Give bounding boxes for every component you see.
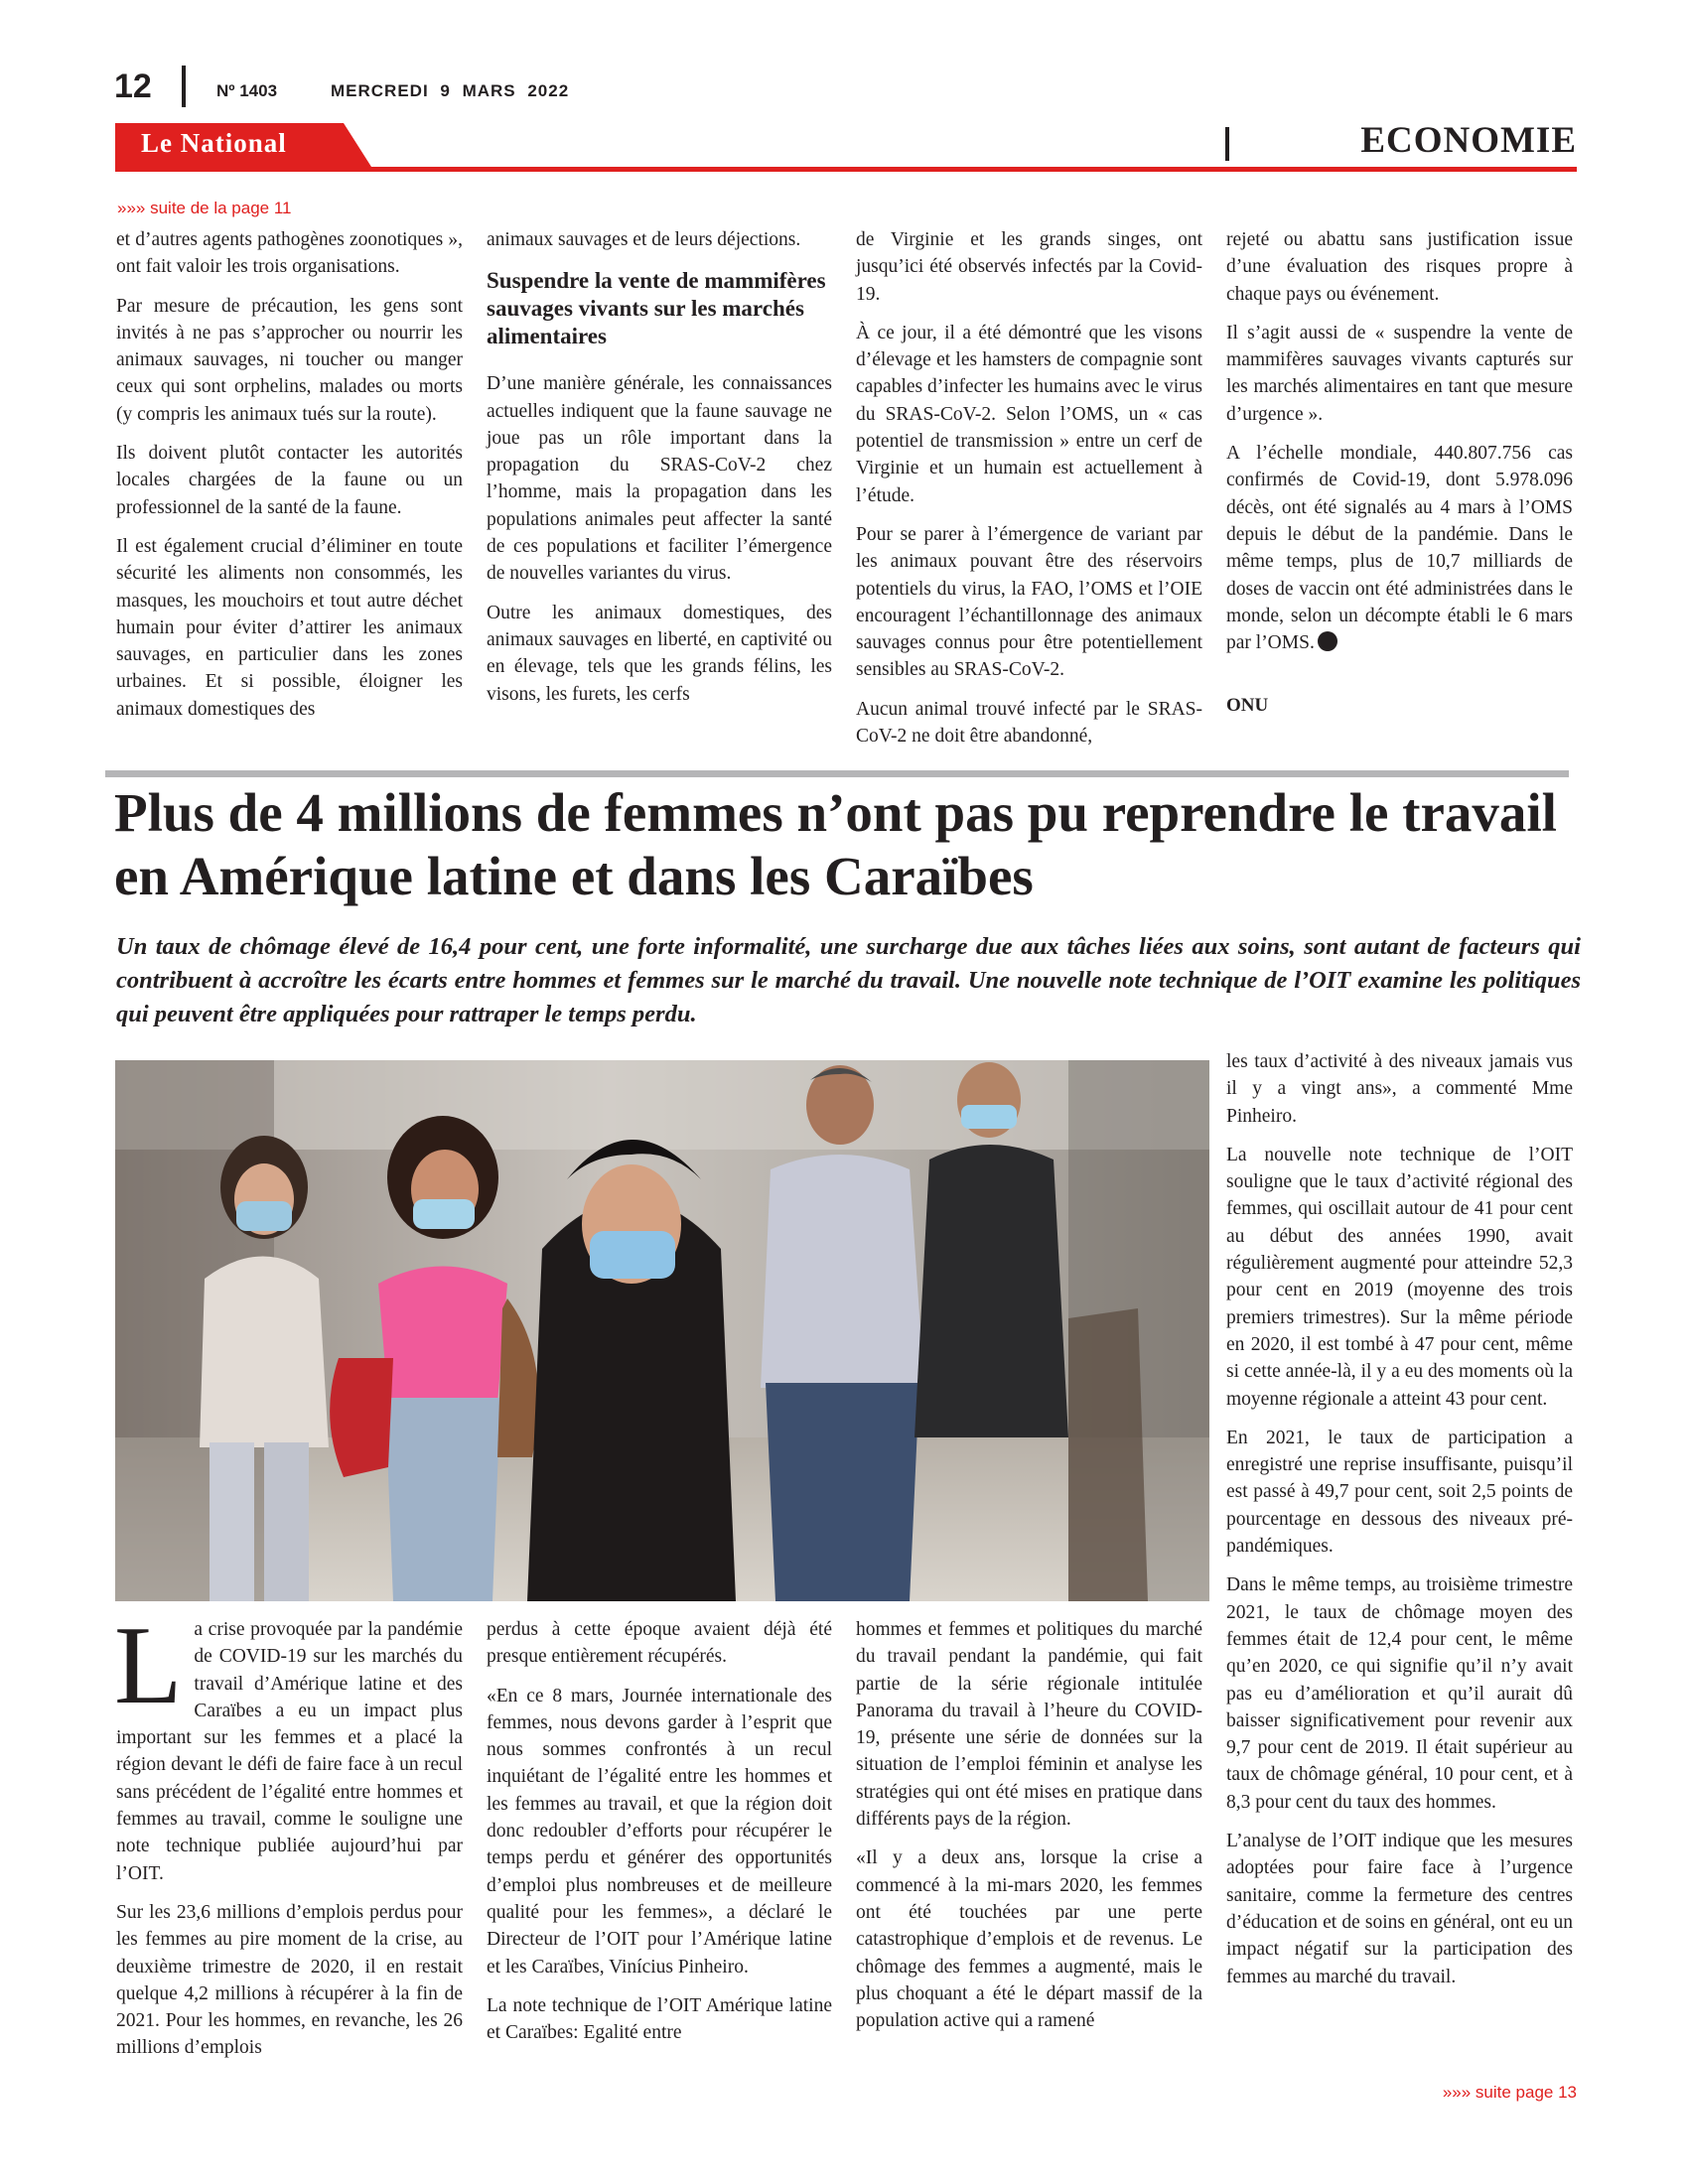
- paragraph: rejeté ou abattu sans justification issue d’une évaluation des risques propre à chaque pays ou événement.: [1226, 229, 1573, 305]
- top-article-column-3: [856, 226, 1202, 761]
- main-article-column-3: [856, 1616, 1202, 2046]
- issue-date: MERCREDI 9 MARS 2022: [331, 81, 570, 100]
- paragraph: animaux sauvages et de leurs déjections.: [487, 229, 801, 250]
- paragraph: Par mesure de précaution, les gens sont invités à ne pas s’approcher ou nourrir les animaux sauvages, ni toucher ou manger ceux qui sont orphelins, malades ou morts (y compris les animaux tués sur la route).: [116, 295, 463, 425]
- paragraph: L’analyse de l’OIT indique que les mesures adoptées pour faire face à l’urgence sanitaire, comme la fermeture des centres d’éducation et de soins en général, ont eu un impact négatif sur la participation des femmes au marché du travail.: [1226, 1831, 1573, 1987]
- paragraph: Il est également crucial d’éliminer en toute sécurité les aliments non consommés, les masques, les mouchoirs et tout autre déchet humain pour éviter d’attirer les animaux sauvages, en particulier dans les zones urbaines. Et si possible, éloigner les animaux domestiques des: [116, 535, 463, 720]
- section-divider: [1225, 127, 1229, 161]
- continued-to-link[interactable]: »»» suite page 13: [1442, 2083, 1577, 2102]
- drop-cap: L: [114, 1604, 183, 1727]
- paragraph: [1226, 440, 1573, 656]
- paragraph: perdus à cette époque avaient déjà été presque entièrement récupérés.: [487, 1619, 832, 1668]
- brand-name: Le National: [141, 128, 287, 158]
- paragraph: La note technique de l’OIT Amérique latine et Caraïbes: Egalité entre: [487, 1994, 832, 2044]
- article-photo: [115, 1060, 1209, 1601]
- paragraph: de Virginie et les grands singes, ont jusqu’ici été observés infectés par la Covid-19.: [856, 229, 1202, 305]
- paragraph: À ce jour, il a été démontré que les visons d’élevage et les hamsters de compagnie sont capables d’infecter les humains avec le virus du SRAS-CoV-2. Selon l’OMS, un « cas potentiel de transmission » entre un cerf de Virginie et un humain est actuellement à l’étude.: [856, 322, 1202, 506]
- paragraph: Ils doivent plutôt contacter les autorités locales chargées de la faune ou un professionnel de la santé de la faune.: [116, 443, 463, 518]
- top-article-column-4: [1226, 226, 1573, 732]
- standfirst: Un taux de chômage élevé de 16,4 pour cent, une forte informalité, une surcharge due aux tâches liées aux soins, sont autant de facteurs qui contribuent à accroître les écarts entre hommes et femmes sur le marché du travail. Une nouvelle note technique de l’OIT examine les politiques qui peuvent être appliquées pour rattraper le temps perdu.: [116, 933, 1581, 1027]
- paragraph: La nouvelle note technique de l’OIT souligne que le taux d’activité régional des femmes, qui oscillait autour de 41 pour cent au début des années 1990, avait régulièrement augmenté pour atteindre 52,3 pour cent en 2019 (moyenne des trois premiers trimestres). Sur la même période en 2020, il est tombé à 47 pour cent, même si cette année-là, il y a eu des moments où la moyenne régionale a atteint 43 pour cent.: [1226, 1144, 1573, 1410]
- paragraph: Sur les 23,6 millions d’emplois perdus pour les femmes au pire moment de la crise, au deuxième trimestre de 2020, il en restait quelque 4,2 millions à récupérer à la fin de 2021. Pour les hommes, en revanche, les 26 millions d’emplois: [116, 1901, 463, 2059]
- paragraph-text: a crise provoquée par la pandémie de COVID-19 sur les marchés du travail d’Amérique latine et des Caraïbes a eu un impact plus important sur les femmes et a placé la région devant le défi de faire face à un recul sans précédent de l’égalité entre hommes et femmes au travail, comme le souligne une note technique publiée aujourd’hui par l’OIT.: [116, 1619, 463, 1884]
- main-article-column-1: [114, 1604, 463, 2074]
- paragraph: En 2021, le taux de participation a enregistré une reprise insuffisante, puisqu’il est passé à 49,7 pour cent, soit 2,5 points de pourcentage en dessous des niveaux pré-pandémiques.: [1226, 1427, 1573, 1558]
- article-separator: [105, 770, 1569, 777]
- header-divider: [182, 66, 186, 107]
- section-title: ECONOMIE: [1360, 120, 1577, 161]
- paragraph: D’une manière générale, les connaissances actuelles indiquent que la faune sauvage ne joue pas un rôle important dans la propagation du SRAS-CoV-2 chez l’homme, mais la propagation dans les populations animales peut affecter la santé de ces populations et faciliter l’émergence de nouvelles variantes du virus.: [487, 373, 832, 585]
- paragraph-text: A l’échelle mondiale, 440.807.756 cas confirmés de Covid-19, dont 5.978.096 décès, ont été signalés au 4 mars à l’OMS depuis le début de la pandémie. Dans le même temps, plus de 10,7 milliards de doses de vaccin ont été administrées dans le monde, selon un décompte établi le 6 mars par l’OMS.: [1226, 443, 1573, 654]
- paragraph: «Il y a deux ans, lorsque la crise a commencé à la mi-mars 2020, les femmes ont été touchées par une perte catastrophique d’emplois et de revenus. Le chômage des femmes a augmenté, mais le plus choquant a été le départ massif de la population active qui a ramené: [856, 1847, 1202, 2032]
- byline: ONU: [1226, 695, 1269, 717]
- main-article-column-2: [487, 1616, 832, 2058]
- paragraph: Aucun animal trouvé infecté par le SRAS-CoV-2 ne doit être abandonné,: [856, 698, 1202, 748]
- paragraph: les taux d’activité à des niveaux jamais vus il y a vingt ans», a commenté Mme Pinheiro.: [1226, 1051, 1573, 1127]
- top-article-column-1: [116, 226, 463, 735]
- paragraph: hommes et femmes et politiques du marché du travail pendant la pandémie, qui fait partie de la série régionale intitulée Panorama du travail à l’heure du COVID-19, présente une série de données sur la situation de l’emploi féminin et analyse les stratégies qui ont été mises en pratique dans différents pays de la région.: [856, 1619, 1202, 1831]
- top-article-column-2: [487, 226, 832, 720]
- photo-illustration: [115, 1060, 1209, 1601]
- header-rule: [115, 167, 1577, 172]
- paragraph: «En ce 8 mars, Journée internationale des femmes, nous devons garder à l’esprit que nous sommes confrontés à un recul inquiétant de l’égalité entre les hommes et les femmes au travail, et que la région doit donc redoubler d’efforts pour récupérer le temps perdu et générer des opportunités d’emploi plus nombreuses et de meilleure qualité pour les femmes», a déclaré le Directeur de l’OIT pour l’Amérique latine et les Caraïbes, Vinícius Pinheiro.: [487, 1685, 832, 1978]
- paragraph: Dans le même temps, au troisième trimestre 2021, le taux de chômage moyen des femmes était de 12,4 pour cent, le même qu’en 2020, ce qui signifie qu’il n’y avait pas eu d’amélioration et qu’il aurait dû baisser significativement pour revenir aux 9,7 pour cent de 2019. Il était supérieur au taux de chômage général, 10 pour cent, et à 8,3 pour cent du taux des hommes.: [1226, 1574, 1573, 1813]
- paragraph: Pour se parer à l’émergence de variant par les animaux pouvant être des réservoirs potentiels du virus, la FAO, l’OMS et l’OIE encouragent l’échantillonnage des animaux sauvages connus pour être potentiellement sensibles au SRAS-CoV-2.: [856, 523, 1202, 681]
- subheading: Suspendre la vente de mammifères sauvages vivants sur les marchés alimentaires: [487, 268, 826, 349]
- headline: Plus de 4 millions de femmes n’ont pas pu reprendre le travail en Amérique latine et dans les Caraïbes: [114, 782, 1557, 906]
- issue-number: Nº 1403: [216, 81, 278, 100]
- paragraph: Outre les animaux domestiques, des animaux sauvages en liberté, en captivité ou en élevage, tels que les grands félins, les visons, les furets, les cerfs: [487, 602, 832, 705]
- paragraph: Il s’agit aussi de « suspendre la vente de mammifères sauvages vivants capturés sur les marchés alimentaires en tant que mesure d’urgence ».: [1226, 322, 1573, 425]
- paragraph: [114, 1604, 463, 1887]
- end-of-article-icon: [1318, 631, 1337, 651]
- paragraph: et d’autres agents pathogènes zoonotiques », ont fait valoir les trois organisations.: [116, 229, 463, 278]
- main-article-column-4: [1226, 1048, 1573, 2002]
- continued-from-link[interactable]: »»» suite de la page 11: [117, 199, 292, 217]
- page-number: 12: [114, 68, 152, 105]
